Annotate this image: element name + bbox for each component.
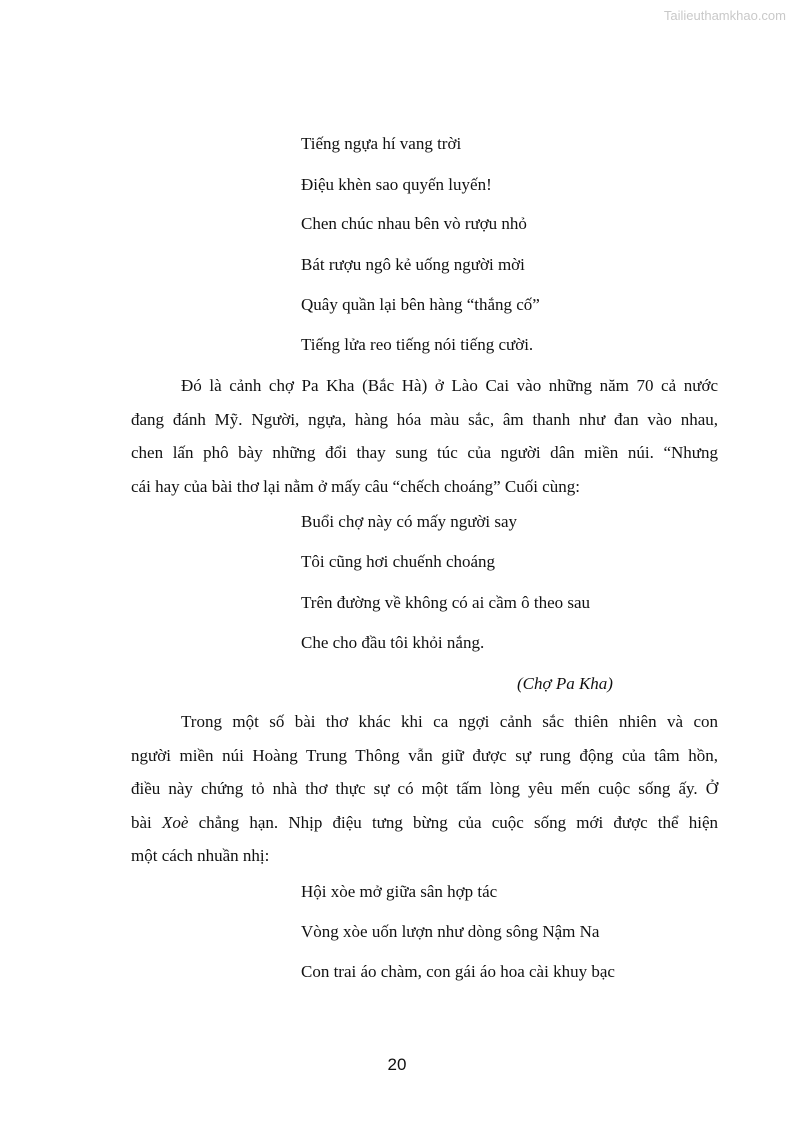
paragraph-line: cái hay của bài thơ lại nằm ở mấy câu “chếch choáng” Cuối cùng: — [131, 476, 580, 496]
poem-line: Buổi chợ này có mấy người say — [301, 512, 518, 531]
poem-line: Tôi cũng hơi chuếnh choáng — [301, 552, 496, 571]
poem-line: Quây quần lại bên hàng “thắng cố” — [301, 295, 540, 314]
paragraph-line: chen lấn phô bày những đổi thay sung túc của người dân miền núi. “Nhưng — [131, 443, 718, 462]
poem-line: Chen chúc nhau bên vò rượu nhỏ — [301, 214, 527, 233]
poem-line: Vòng xòe uốn lượn như dòng sông Nậm Na — [301, 922, 600, 941]
page-number: 20 — [387, 1055, 407, 1074]
poem-line: Bát rượu ngô kẻ uống người mời — [301, 255, 525, 274]
poem-title-italic: Xoè — [161, 812, 189, 832]
poem-citation: (Chợ Pa Kha) — [517, 674, 613, 693]
line-text: bài — [131, 812, 152, 832]
poem-line: Tiếng ngựa hí vang trời — [301, 134, 462, 153]
paragraph-line: điều này chứng tỏ nhà thơ thực sự có một tấm lòng yêu mến cuộc sống ấy. Ở — [131, 779, 718, 798]
paragraph — [131, 369, 718, 503]
poem-line: Tiếng lửa reo tiếng nói tiếng cười. — [301, 335, 534, 354]
paragraph-line: Đó là cảnh chợ Pa Kha (Bắc Hà) ở Lào Cai vào những năm 70 cả nước — [181, 376, 718, 395]
paragraph-line: một cách nhuần nhị: — [131, 846, 270, 865]
poem-line: Điệu khèn sao quyến luyến! — [301, 175, 492, 194]
paragraph-line: Trong một số bài thơ khác khi ca ngợi cảnh sắc thiên nhiên và con — [181, 712, 718, 731]
paragraph — [131, 705, 718, 873]
poem-line: Che cho đầu tôi khỏi nắng. — [301, 633, 485, 652]
watermark: Tailieuthamkhao.com — [663, 8, 786, 23]
poem-line: Hội xòe mở giữa sân hợp tác — [301, 882, 498, 901]
line-text: chẳng hạn. Nhịp điệu tưng bừng của cuộc sống mới được thể hiện — [198, 812, 719, 832]
poem-line: Con trai áo chàm, con gái áo hoa cài khuy bạc — [301, 962, 615, 981]
paragraph-line: người miền núi Hoàng Trung Thông vẫn giữ được sự rung động của tâm hồn, — [131, 745, 718, 765]
poem-line: Trên đường về không có ai cầm ô theo sau — [301, 593, 591, 612]
paragraph-line — [131, 806, 718, 840]
paragraph-line: đang đánh Mỹ. Người, ngựa, hàng hóa màu sắc, âm thanh như đan vào nhau, — [131, 409, 718, 429]
